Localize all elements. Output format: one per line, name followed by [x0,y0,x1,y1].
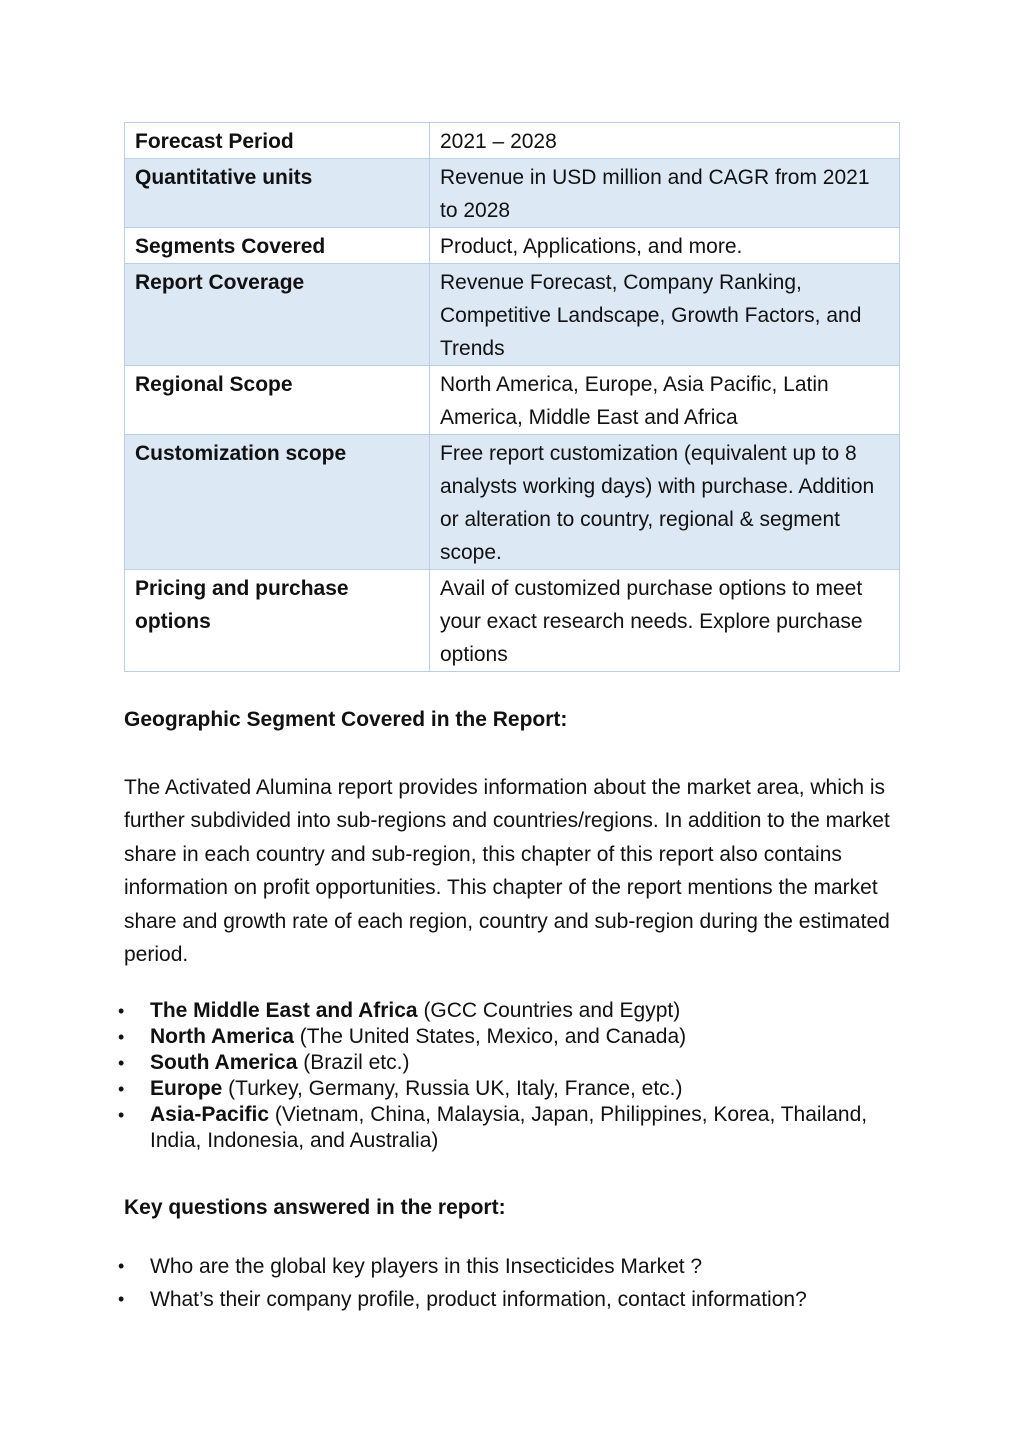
table-row [125,264,900,366]
list-item: • What’s their company profile, product information, contact information? [150,1283,890,1316]
list-item [150,1024,890,1050]
table-row [125,123,900,159]
region-detail: (GCC Countries and Egypt) [417,999,681,1022]
list-item [150,1102,890,1154]
row-value: Revenue in USD million and CAGR from 2021 to 2028 [430,159,900,228]
region-name: Asia-Pacific [150,1103,270,1126]
list-item [150,1076,890,1102]
region-name: The Middle East and Africa [150,999,418,1022]
report-spec-table [124,122,900,672]
row-value: Product, Applications, and more. [430,228,900,264]
region-detail: (The United States, Mexico, and Canada) [293,1025,687,1048]
region-detail: (Brazil etc.) [297,1051,410,1074]
list-item [150,998,890,1024]
row-key: Forecast Period [125,123,430,159]
questions-list [150,1250,890,1316]
row-value: Revenue Forecast, Company Ranking, Competitive Landscape, Growth Factors, and Trends [430,264,900,366]
row-value: Free report customization (equivalent up to 8 analysts working days) with purchase. Addition or alteration to country, regional & segment scope. [430,435,900,570]
row-value: 2021 – 2028 [430,123,900,159]
questions-heading: Key questions answered in the report: [124,1196,506,1219]
row-key: Regional Scope [125,366,430,435]
table-row [125,228,900,264]
row-key: Pricing and purchase options [125,570,430,672]
row-value: North America, Europe, Asia Pacific, Latin America, Middle East and Africa [430,366,900,435]
table-row [125,366,900,435]
table-row [125,435,900,570]
regions-list [150,998,890,1154]
list-item [150,1050,890,1076]
row-key: Segments Covered [125,228,430,264]
table-row [125,159,900,228]
region-detail: (Vietnam, China, Malaysia, Japan, Philippines, Korea, Thailand, India, Indonesia, and Australia) [150,1103,868,1152]
region-name: Europe [150,1077,223,1100]
geographic-heading: Geographic Segment Covered in the Report: [124,708,568,731]
row-key: Report Coverage [125,264,430,366]
region-name: North America [150,1025,294,1048]
geographic-paragraph: The Activated Alumina report provides information about the market area, which is further subdivided into sub-regions and countries/regions. In addition to the market share in each country and sub-region, this chapter of this report also contains information on profit opportunities. This chapter of the report mentions the market share and growth rate of each region, country and sub-region during the estimated period. [124,776,890,967]
row-key: Quantitative units [125,159,430,228]
region-detail: (Turkey, Germany, Russia UK, Italy, France, etc.) [222,1077,683,1100]
row-value: Avail of customized purchase options to meet your exact research needs. Explore purchase options [430,570,900,672]
region-name: South America [150,1051,298,1074]
row-key: Customization scope [125,435,430,570]
table-row [125,570,900,672]
list-item: • Who are the global key players in this Insecticides Market ? [150,1250,890,1283]
